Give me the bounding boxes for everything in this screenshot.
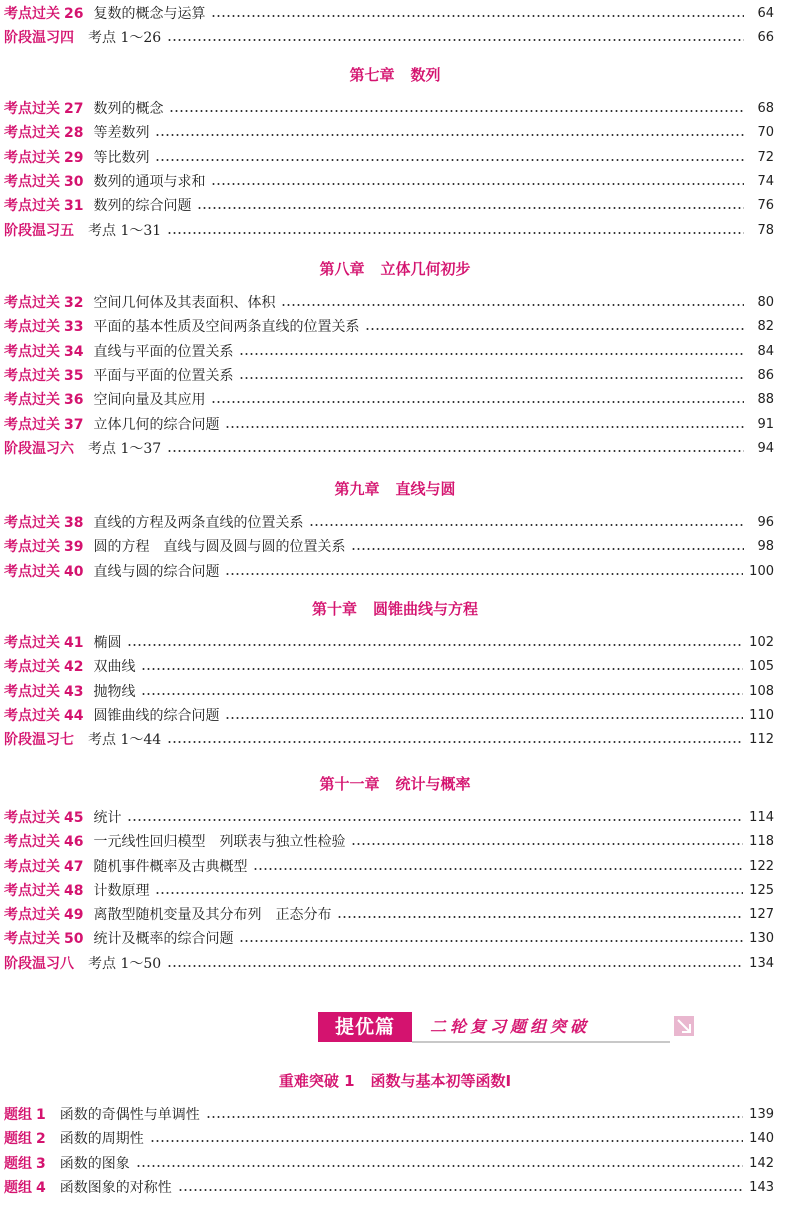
entry-page-number: 110 [749,708,774,723]
entry-title: 一元线性回归模型 列联表与独立性检验 [93,834,346,850]
toc-entry[interactable] [4,561,774,583]
entry-title: 抛物线 [93,684,136,700]
chapter-heading [0,597,790,621]
dot-leader [211,15,744,17]
entry-title: 函数的周期性 [59,1131,144,1147]
toc-entry[interactable] [4,414,774,436]
entry-tag-label: 阶段温习七 [4,732,74,748]
entry-title: 离散型随机变量及其分布列 正态分布 [93,907,332,923]
entry-title: 立体几何的综合问题 [93,417,220,433]
entry-tag [4,438,78,460]
chapter-subject: 圆锥曲线与方程 [373,600,479,618]
entry-tag-label: 考点过关 [4,319,60,335]
entry-tag [4,414,83,436]
toc-entry[interactable] [4,316,774,338]
entry-tag-label: 考点过关 [4,174,60,190]
entry-tag-label: 阶段温习五 [4,223,74,239]
dot-leader [365,328,744,330]
toc-entry[interactable] [4,1153,774,1175]
entry-page-number: 78 [757,223,774,238]
entry-tag-label: 考点过关 [4,417,60,433]
entry-tag-label: 考点过关 [4,344,60,360]
entry-tag [4,3,83,25]
dot-leader [225,717,743,719]
dot-leader [239,377,744,379]
toc-entry[interactable] [4,171,774,193]
toc-entry[interactable] [4,928,774,950]
toc-entry[interactable] [4,536,774,558]
entry-tag [4,561,83,583]
dot-leader [155,892,743,894]
toc-entry[interactable] [4,438,774,460]
entry-number: 3 [36,1156,46,1172]
entry-tag-label: 考点过关 [4,859,60,875]
entry-tag-label: 考点过关 [4,515,60,531]
entry-title: 空间几何体及其表面积、体积 [93,295,276,311]
entry-tag [4,512,83,534]
entry-page-number: 105 [749,659,774,674]
chapter-heading [0,772,790,796]
entry-tag [4,316,83,338]
entry-tag-label: 考点过关 [4,907,60,923]
entry-tag [4,365,83,387]
entry-tag-label: 考点过关 [4,150,60,166]
entry-title: 圆的方程 直线与圆及圆与圆的位置关系 [93,539,346,555]
entry-tag-label: 考点过关 [4,564,60,580]
toc-entry[interactable] [4,27,774,49]
entry-title: 直线的方程及两条直线的位置关系 [93,515,304,531]
toc-entry[interactable] [4,904,774,926]
entry-page-number: 86 [757,368,774,383]
entry-tag [4,856,83,878]
dot-leader [150,1140,743,1142]
entry-page-number: 127 [749,907,774,922]
entry-tag [4,807,83,829]
chapter-number: 第九章 [334,480,380,498]
entry-number: 38 [64,515,84,531]
chapter-heading [0,1069,790,1093]
chapter-number: 第十一章 [319,775,380,793]
toc-entry[interactable] [4,3,774,25]
entry-page-number: 76 [757,198,774,213]
entry-title: 函数图象的对称性 [59,1180,172,1196]
dot-leader [351,843,743,845]
entry-tag-label: 考点过关 [4,931,60,947]
entry-tag [4,98,83,120]
entry-tag [4,1177,46,1199]
toc-entry[interactable] [4,195,774,217]
entry-page-number: 64 [757,6,774,21]
dot-leader [225,426,744,428]
chapter-subject: 统计与概率 [395,775,471,793]
entry-title: 等差数列 [93,125,150,141]
entry-number: 34 [64,344,84,360]
dot-leader [141,668,743,670]
chapter-subject: 立体几何初步 [380,260,471,278]
entry-number: 28 [64,125,84,141]
entry-number: 45 [64,810,84,826]
entry-number: 26 [64,6,84,22]
entry-page-number: 130 [749,931,774,946]
entry-title: 考点 1～31 [88,223,162,239]
entry-tag-label: 考点过关 [4,295,60,311]
entry-page-number: 72 [757,150,774,165]
entry-tag [4,705,83,727]
entry-page-number: 142 [749,1156,774,1171]
entry-number: 49 [64,907,84,923]
entry-number: 39 [64,539,84,555]
entry-title: 统计 [93,810,122,826]
entry-tag [4,632,83,654]
toc-entry[interactable] [4,831,774,853]
chapter-heading [0,477,790,501]
entry-title: 平面与平面的位置关系 [93,368,234,384]
entry-page-number: 140 [749,1131,774,1146]
banner-subtitle: 二轮复习题组突破 [430,1017,591,1036]
entry-tag-label: 考点过关 [4,635,60,651]
entry-tag-label: 题组 [4,1180,32,1196]
entry-title: 直线与圆的综合问题 [93,564,220,580]
entry-page-number: 118 [749,834,774,849]
dot-leader [155,134,744,136]
dot-leader [136,1165,743,1167]
dot-leader [169,110,744,112]
entry-number: 36 [64,392,84,408]
entry-tag-label: 题组 [4,1131,32,1147]
entry-number: 4 [36,1180,46,1196]
entry-page-number: 88 [757,392,774,407]
toc-entry[interactable] [4,389,774,411]
entry-tag [4,341,83,363]
entry-tag-label: 考点过关 [4,392,60,408]
entry-number: 29 [64,150,84,166]
dot-leader [167,741,743,743]
entry-title: 数列的概念 [93,101,164,117]
entry-page-number: 91 [757,417,774,432]
entry-title: 数列的通项与求和 [93,174,206,190]
toc-entry[interactable] [4,705,774,727]
dot-leader [141,693,743,695]
entry-tag [4,122,83,144]
entry-page-number: 122 [749,859,774,874]
entry-tag [4,27,78,49]
entry-title: 复数的概念与运算 [93,6,206,22]
entry-tag-label: 考点过关 [4,834,60,850]
entry-number: 30 [64,174,84,190]
dot-leader [167,232,744,234]
dot-leader [351,548,744,550]
entry-number: 1 [36,1107,46,1123]
entry-tag [4,656,83,678]
dot-leader [253,868,743,870]
entry-number: 33 [64,319,84,335]
entry-tag [4,928,83,950]
entry-tag [4,729,78,751]
entry-tag [4,1128,46,1150]
entry-tag-label: 题组 [4,1107,32,1123]
toc-entry[interactable] [4,122,774,144]
toc-entry[interactable] [4,98,774,120]
entry-title: 双曲线 [93,659,136,675]
entry-page-number: 143 [749,1180,774,1195]
entry-page-number: 114 [749,810,774,825]
chapter-heading [0,257,790,281]
entry-tag [4,831,83,853]
entry-number: 41 [64,635,84,651]
entry-tag-label: 考点过关 [4,368,60,384]
entry-tag-label: 考点过关 [4,684,60,700]
entry-page-number: 112 [749,732,774,747]
entry-tag [4,389,83,411]
toc-entry[interactable] [4,220,774,242]
chapter-heading [0,63,790,87]
entry-tag [4,904,83,926]
dot-leader [206,1116,743,1118]
entry-title: 考点 1～26 [88,30,162,46]
entry-tag-label: 考点过关 [4,883,60,899]
toc-entry[interactable] [4,681,774,703]
entry-number: 48 [64,883,84,899]
toc-entry[interactable] [4,512,774,534]
chapter-subject: 函数与基本初等函数Ⅰ [370,1072,512,1090]
dot-leader [225,573,743,575]
toc-entry[interactable] [4,856,774,878]
entry-title: 数列的综合问题 [93,198,192,214]
entry-tag [4,536,83,558]
entry-tag [4,1153,46,1175]
entry-title: 考点 1～44 [88,732,162,748]
entry-title: 统计及概率的综合问题 [93,931,234,947]
entry-tag-label: 考点过关 [4,539,60,555]
toc-entry[interactable] [4,807,774,829]
entry-number: 50 [64,931,84,947]
dot-leader [211,183,744,185]
toc-entry[interactable] [4,729,774,751]
toc-entry[interactable] [4,341,774,363]
entry-page-number: 102 [749,635,774,650]
entry-page-number: 108 [749,684,774,699]
entry-title: 空间向量及其应用 [93,392,206,408]
entry-page-number: 66 [757,30,774,45]
dot-leader [167,450,744,452]
entry-tag-label: 题组 [4,1156,32,1172]
dot-leader [197,207,744,209]
entry-tag-label: 阶段温习六 [4,441,74,457]
entry-title: 随机事件概率及古典概型 [93,859,248,875]
entry-number: 47 [64,859,84,875]
entry-page-number: 94 [757,441,774,456]
entry-tag [4,292,83,314]
entry-page-number: 139 [749,1107,774,1122]
entry-tag-label: 考点过关 [4,810,60,826]
entry-page-number: 70 [757,125,774,140]
entry-page-number: 100 [749,564,774,579]
chapter-number: 第十章 [311,600,357,618]
entry-tag [4,220,78,242]
dot-leader [178,1189,743,1191]
dot-leader [211,401,744,403]
dot-leader [239,353,744,355]
entry-number: 32 [64,295,84,311]
toc-entry[interactable] [4,147,774,169]
entry-number: 37 [64,417,84,433]
toc-entry[interactable] [4,1177,774,1199]
toc-entry[interactable] [4,656,774,678]
entry-title: 圆锥曲线的综合问题 [93,708,220,724]
section-banner [318,1012,690,1042]
entry-number: 42 [64,659,84,675]
dot-leader [167,965,743,967]
dot-leader [155,159,744,161]
entry-page-number: 125 [749,883,774,898]
entry-title: 函数的奇偶性与单调性 [59,1107,200,1123]
dot-leader [281,304,744,306]
dot-leader [167,39,744,41]
chapter-number: 第八章 [319,260,365,278]
entry-tag [4,1104,46,1126]
toc-entry[interactable] [4,632,774,654]
entry-title: 考点 1～37 [88,441,162,457]
entry-tag [4,171,83,193]
corner-arrow-icon [674,1016,694,1036]
entry-tag-label: 考点过关 [4,659,60,675]
entry-page-number: 134 [749,956,774,971]
entry-page-number: 98 [757,539,774,554]
entry-tag-label: 考点过关 [4,6,60,22]
chapter-number: 第七章 [349,66,395,84]
entry-number: 40 [64,564,84,580]
entry-tag [4,147,83,169]
entry-title: 平面的基本性质及空间两条直线的位置关系 [93,319,360,335]
entry-tag-label: 考点过关 [4,198,60,214]
entry-number: 35 [64,368,84,384]
entry-page-number: 84 [757,344,774,359]
entry-tag [4,195,83,217]
entry-title: 函数的图象 [59,1156,130,1172]
entry-number: 43 [64,684,84,700]
entry-page-number: 96 [757,515,774,530]
toc-entry[interactable] [4,292,774,314]
entry-tag-label: 考点过关 [4,101,60,117]
entry-tag-label: 考点过关 [4,708,60,724]
entry-number: 46 [64,834,84,850]
toc-entry[interactable] [4,880,774,902]
entry-title: 椭圆 [93,635,122,651]
entry-tag-label: 阶段温习八 [4,956,74,972]
entry-title: 直线与平面的位置关系 [93,344,234,360]
chapter-subject: 直线与圆 [395,480,456,498]
dot-leader [239,940,743,942]
dot-leader [337,916,743,918]
entry-page-number: 74 [757,174,774,189]
entry-tag [4,953,78,975]
dot-leader [309,524,744,526]
dot-leader [127,819,743,821]
entry-tag-label: 阶段温习四 [4,30,74,46]
entry-page-number: 80 [757,295,774,310]
entry-number: 2 [36,1131,46,1147]
entry-number: 31 [64,198,84,214]
toc-entry[interactable] [4,1104,774,1126]
toc-entry[interactable] [4,953,774,975]
chapter-subject: 数列 [410,66,441,84]
entry-page-number: 82 [757,319,774,334]
entry-tag [4,681,83,703]
entry-title: 考点 1～50 [88,956,162,972]
entry-tag-label: 考点过关 [4,125,60,141]
dot-leader [127,644,743,646]
entry-number: 27 [64,101,84,117]
entry-title: 等比数列 [93,150,150,166]
toc-entry[interactable] [4,365,774,387]
entry-number: 44 [64,708,84,724]
banner-label: 提优篇 [318,1012,412,1042]
entry-page-number: 68 [757,101,774,116]
chapter-number: 重难突破 1 [278,1072,355,1090]
entry-title: 计数原理 [93,883,150,899]
entry-tag [4,880,83,902]
banner-underline [412,1041,670,1043]
toc-entry[interactable] [4,1128,774,1150]
